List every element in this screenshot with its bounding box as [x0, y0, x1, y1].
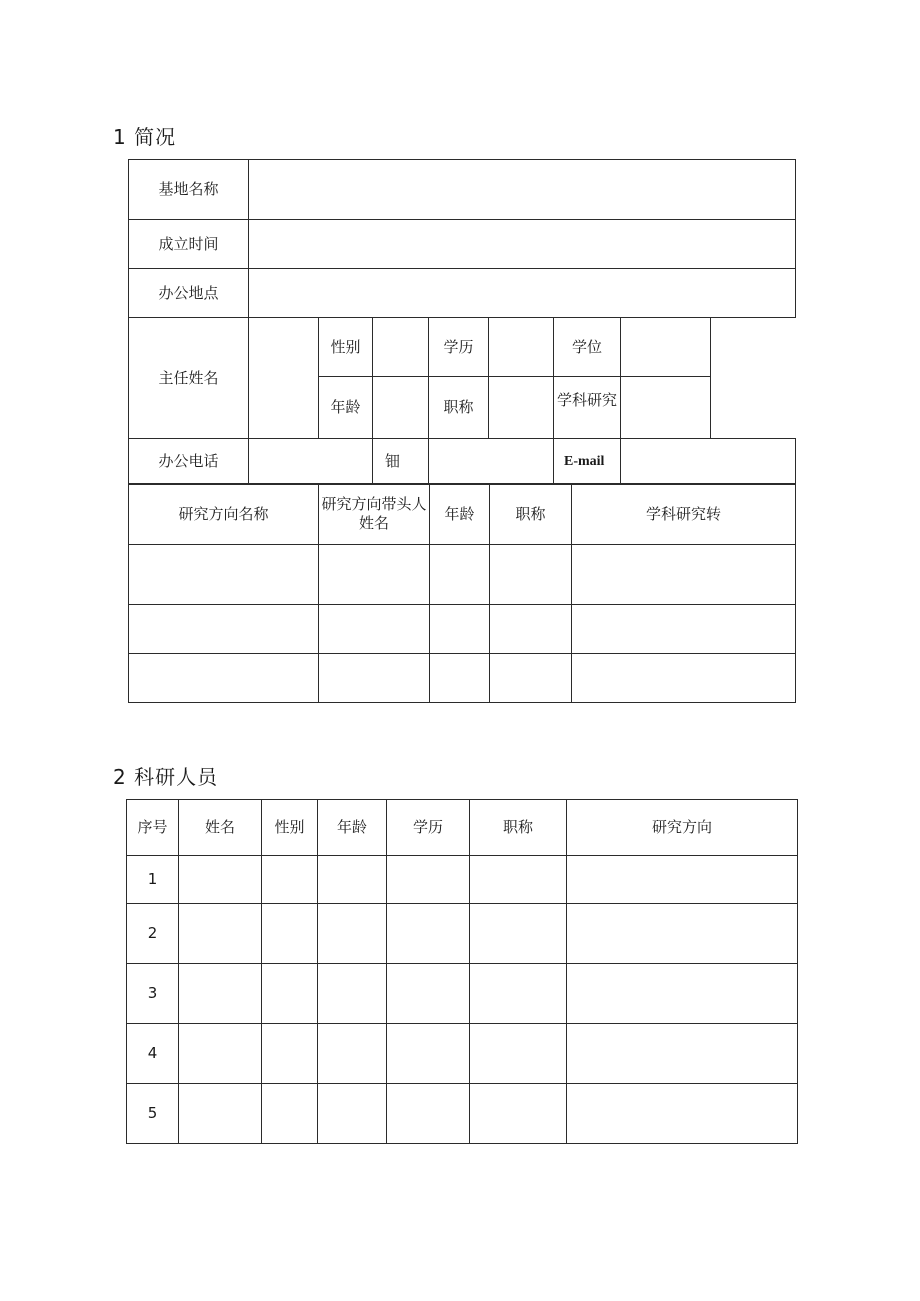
title-cell[interactable]: [470, 856, 567, 904]
education-cell[interactable]: [387, 964, 470, 1024]
researcher-row: [127, 1084, 798, 1144]
researchers-header-row: [127, 800, 798, 856]
education-header: 学历: [387, 800, 470, 856]
email-field[interactable]: [621, 439, 796, 485]
gender-cell[interactable]: [262, 1084, 318, 1144]
research-direction-cell[interactable]: [567, 1024, 798, 1084]
base-name-label: 基地名称: [129, 160, 249, 220]
discipline-field[interactable]: [621, 377, 711, 439]
education-cell[interactable]: [387, 1084, 470, 1144]
title-cell[interactable]: [470, 1024, 567, 1084]
office-location-field[interactable]: [249, 269, 796, 318]
office-phone-field[interactable]: [249, 439, 373, 485]
direction-name-header: 研究方向名称: [129, 484, 319, 545]
degree-field[interactable]: [621, 318, 711, 377]
title-label: 职称: [429, 377, 489, 439]
age-cell[interactable]: [318, 1024, 387, 1084]
direction-name-cell[interactable]: [129, 654, 319, 703]
education-field[interactable]: [489, 318, 554, 377]
direction-discipline-header: 学科研究转: [572, 484, 796, 545]
direction-title-cell[interactable]: [490, 605, 572, 654]
research-direction-cell[interactable]: [567, 904, 798, 964]
gender-cell[interactable]: [262, 1024, 318, 1084]
row-base-name: [129, 160, 796, 220]
direction-leader-cell[interactable]: [319, 605, 430, 654]
row-index: 4: [127, 1024, 179, 1084]
gender-header: 性别: [262, 800, 318, 856]
direction-discipline-cell[interactable]: [572, 654, 796, 703]
gender-cell[interactable]: [262, 856, 318, 904]
row-index: 3: [127, 964, 179, 1024]
direction-discipline-cell[interactable]: [572, 605, 796, 654]
researcher-row: [127, 856, 798, 904]
gender-field[interactable]: [373, 318, 429, 377]
name-cell[interactable]: [179, 1024, 262, 1084]
gender-label: 性别: [319, 318, 373, 377]
direction-age-cell[interactable]: [430, 654, 490, 703]
name-header: 姓名: [179, 800, 262, 856]
age-cell[interactable]: [318, 904, 387, 964]
office-location-label: 办公地点: [129, 269, 249, 318]
index-header: 序号: [127, 800, 179, 856]
office-phone-label: 办公电话: [129, 439, 249, 485]
education-label: 学历: [429, 318, 489, 377]
direction-age-cell[interactable]: [430, 605, 490, 654]
director-name-label: 主任姓名: [129, 318, 249, 439]
row-established: [129, 220, 796, 269]
name-cell[interactable]: [179, 964, 262, 1024]
row-index: 1: [127, 856, 179, 904]
email-label: E-mail: [554, 439, 621, 485]
overview-table: [128, 159, 796, 485]
row-index: 5: [127, 1084, 179, 1144]
direction-row: [129, 654, 796, 703]
education-cell[interactable]: [387, 904, 470, 964]
age-cell[interactable]: [318, 856, 387, 904]
direction-discipline-cell[interactable]: [572, 545, 796, 605]
research-direction-cell[interactable]: [567, 964, 798, 1024]
direction-row: [129, 545, 796, 605]
name-cell[interactable]: [179, 904, 262, 964]
researcher-row: [127, 964, 798, 1024]
age-cell[interactable]: [318, 1084, 387, 1144]
director-name-field[interactable]: [249, 318, 319, 439]
direction-age-cell[interactable]: [430, 545, 490, 605]
research-direction-header: 研究方向: [567, 800, 798, 856]
age-header: 年龄: [318, 800, 387, 856]
mobile-label: 钿: [373, 439, 429, 485]
researcher-row: [127, 1024, 798, 1084]
researcher-row: [127, 904, 798, 964]
title-header: 职称: [470, 800, 567, 856]
gender-cell[interactable]: [262, 964, 318, 1024]
age-cell[interactable]: [318, 964, 387, 1024]
discipline-label: 学科研究: [554, 377, 621, 439]
section-title-overview: 1 简况: [113, 125, 177, 149]
direction-age-header: 年龄: [430, 484, 490, 545]
base-name-field[interactable]: [249, 160, 796, 220]
title-field[interactable]: [489, 377, 554, 439]
gender-cell[interactable]: [262, 904, 318, 964]
name-cell[interactable]: [179, 856, 262, 904]
degree-label: 学位: [554, 318, 621, 377]
education-cell[interactable]: [387, 1024, 470, 1084]
direction-name-cell[interactable]: [129, 605, 319, 654]
established-field[interactable]: [249, 220, 796, 269]
row-director-1: [129, 318, 796, 377]
direction-title-header: 职称: [490, 484, 572, 545]
direction-leader-cell[interactable]: [319, 545, 430, 605]
title-cell[interactable]: [470, 1084, 567, 1144]
mobile-field[interactable]: [429, 439, 554, 485]
section-title-researchers: 2 科研人员: [113, 765, 219, 789]
title-cell[interactable]: [470, 904, 567, 964]
direction-title-cell[interactable]: [490, 654, 572, 703]
row-office-location: [129, 269, 796, 318]
education-cell[interactable]: [387, 856, 470, 904]
row-contact: [129, 439, 796, 485]
researchers-table: [126, 799, 798, 1144]
established-label: 成立时间: [129, 220, 249, 269]
direction-header-row: [129, 484, 796, 545]
age-field[interactable]: [373, 377, 429, 439]
age-label: 年龄: [319, 377, 373, 439]
direction-leader-header: 研究方向带头人姓名: [319, 484, 430, 545]
row-index: 2: [127, 904, 179, 964]
direction-row: [129, 605, 796, 654]
research-direction-cell[interactable]: [567, 1084, 798, 1144]
direction-name-cell[interactable]: [129, 545, 319, 605]
direction-leader-cell[interactable]: [319, 654, 430, 703]
research-direction-table: [128, 483, 796, 703]
direction-title-cell[interactable]: [490, 545, 572, 605]
name-cell[interactable]: [179, 1084, 262, 1144]
research-direction-cell[interactable]: [567, 856, 798, 904]
title-cell[interactable]: [470, 964, 567, 1024]
